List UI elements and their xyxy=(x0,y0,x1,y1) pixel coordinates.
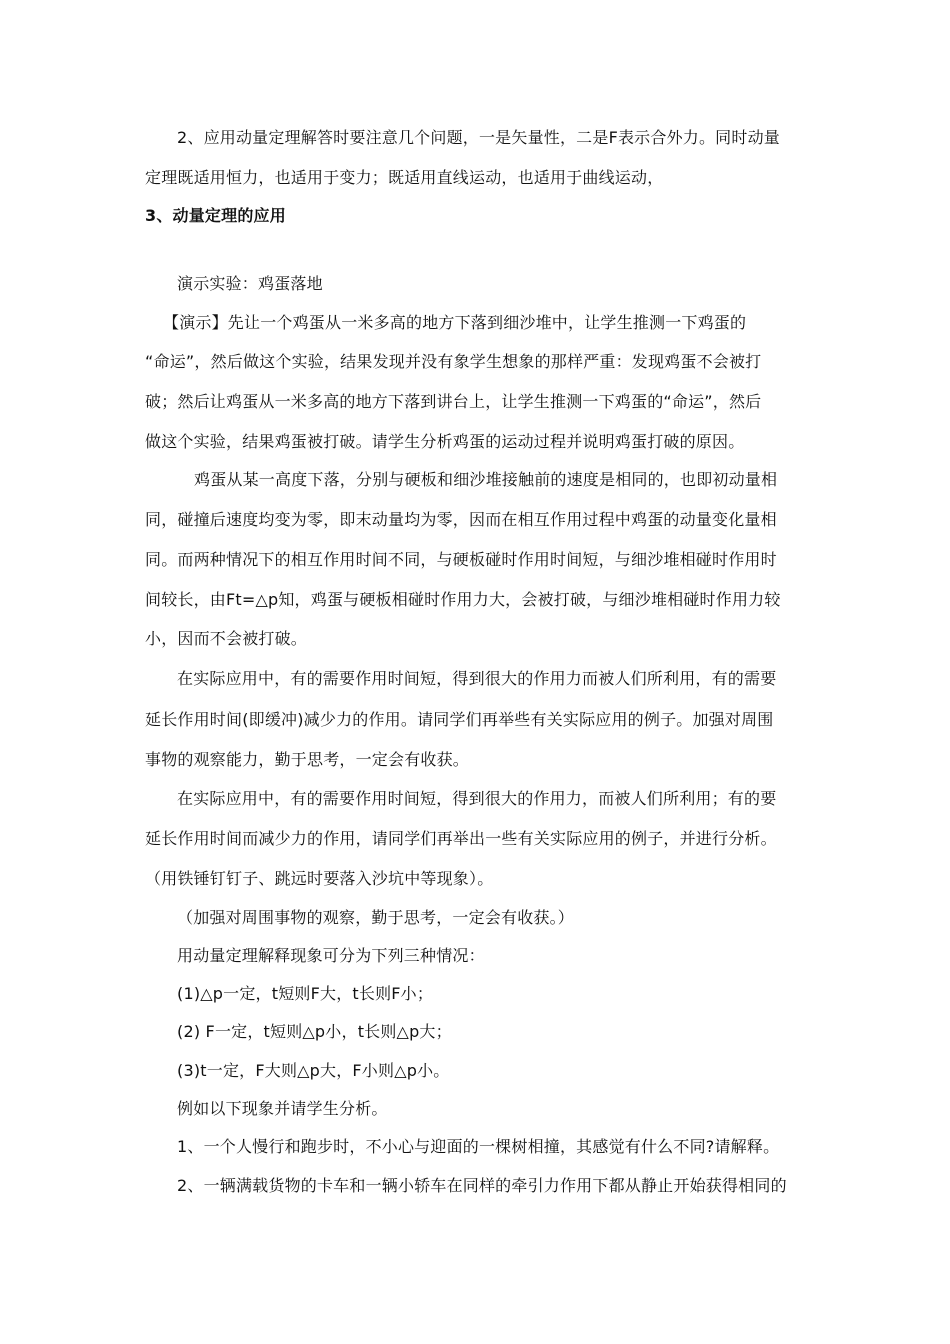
section-heading: 3、动量定理的应用 xyxy=(145,206,286,225)
application-1-line-3: 事物的观察能力，勤于思考，一定会有收获。 xyxy=(145,750,470,769)
application-1-line-1: 在实际应用中，有的需要作用时间短，得到很大的作用力而被人们所利用，有的需要 xyxy=(177,669,777,688)
application-2-line-2: 延长作用时间而减少力的作用，请同学们再举出一些有关实际应用的例子，并进行分析。 xyxy=(145,829,777,848)
examples-intro: 例如以下现象并请学生分析。 xyxy=(177,1099,388,1118)
application-2-line-1: 在实际应用中，有的需要作用时间短，得到很大的作用力，而被人们所利用；有的要 xyxy=(177,789,777,808)
demo-text-line-3: 破；然后让鸡蛋从一米多高的地方下落到讲台上，让学生推测一下鸡蛋的“命运”，然后 xyxy=(145,392,762,411)
application-1-line-2: 延长作用时间(即缓冲)减少力的作用。请同学们再举些有关实际应用的例子。加强对周围 xyxy=(145,710,774,729)
theorem-notes-line-1: 2、应用动量定理解答时要注意几个问题，一是矢量性，二是F表示合外力。同时动量 xyxy=(177,128,780,147)
example-1: 1、一个人慢行和跑步时，不小心与迎面的一棵树相撞，其感觉有什么不同?请解释。 xyxy=(177,1137,780,1156)
analysis-line-1: 鸡蛋从某一高度下落，分别与硬板和细沙堆接触前的速度是相同的，也即初动量相 xyxy=(194,470,778,489)
analysis-line-3: 同。而两种情况下的相互作用时间不同，与硬板碰时作用时间短，与细沙堆相碰时作用时 xyxy=(145,550,777,569)
case-1: (1)△p一定，t短则F大，t长则F小； xyxy=(177,984,434,1003)
analysis-line-4: 间较长，由Ft=△p知，鸡蛋与硬板相碰时作用力大，会被打破，与细沙堆相碰时作用力较 xyxy=(145,590,781,609)
demo-title: 演示实验：鸡蛋落地 xyxy=(177,274,323,293)
case-3: (3)t一定，F大则△p大，F小则△p小。 xyxy=(177,1061,450,1080)
cases-intro: 用动量定理解释现象可分为下列三种情况： xyxy=(177,946,485,965)
theorem-notes-line-2: 定理既适用恒力，也适用于变力；既适用直线运动，也适用于曲线运动， xyxy=(145,168,664,187)
analysis-line-2: 同，碰撞后速度均变为零，即末动量均为零，因而在相互作用过程中鸡蛋的动量变化量相 xyxy=(145,510,777,529)
application-2-line-3: （用铁锤钉钉子、跳远时要落入沙坑中等现象）。 xyxy=(145,869,494,888)
demo-text-line-2: “命运”，然后做这个实验，结果发现并没有象学生想象的那样严重：发现鸡蛋不会被打 xyxy=(145,352,762,371)
demo-text-line-4: 做这个实验，结果鸡蛋被打破。请学生分析鸡蛋的运动过程并说明鸡蛋打破的原因。 xyxy=(145,432,745,451)
example-2: 2、一辆满载货物的卡车和一辆小轿车在同样的牵引力作用下都从静止开始获得相同的 xyxy=(177,1176,787,1195)
case-2: (2) F一定，t短则△p小，t长则△p大； xyxy=(177,1022,452,1041)
demo-text-line-1: 【演示】先让一个鸡蛋从一米多高的地方下落到细沙堆中，让学生推测一下鸡蛋的 xyxy=(163,313,747,332)
analysis-line-5: 小，因而不会被打破。 xyxy=(145,629,308,648)
note-text: （加强对周围事物的观察，勤于思考，一定会有收获。） xyxy=(177,908,575,927)
